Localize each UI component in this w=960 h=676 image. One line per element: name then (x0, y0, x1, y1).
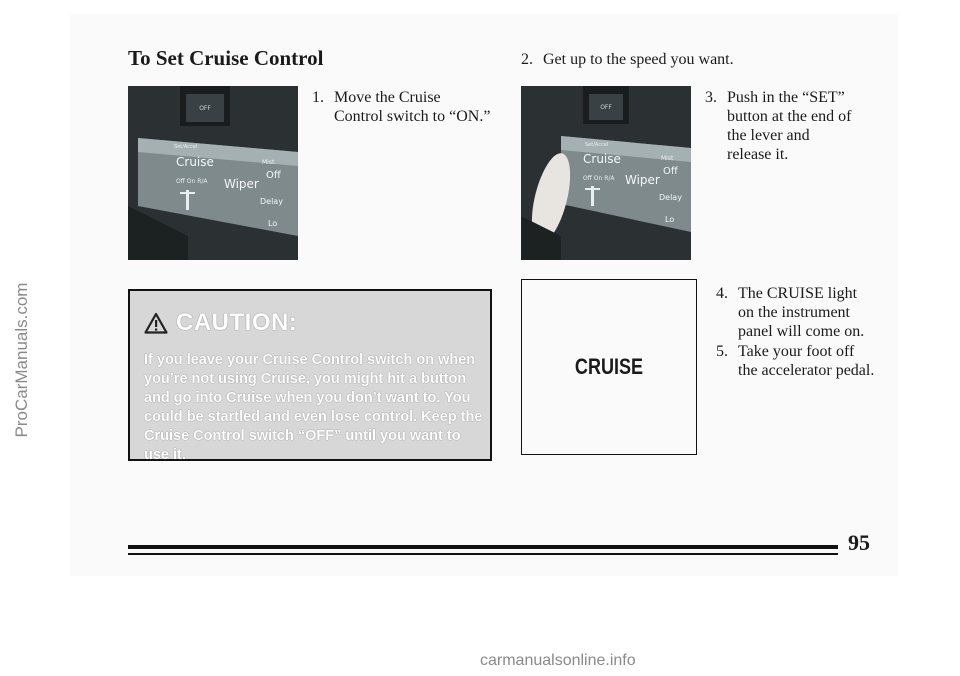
lever-cruise-label: Cruise (176, 155, 214, 169)
cruise-lever-photo-1 (128, 86, 298, 260)
step-3 (705, 88, 855, 164)
caution-heading-text: CAUTION: (176, 309, 298, 336)
step-3-text: Push in the “SET” button at the end of the lever and release it. (727, 89, 852, 163)
lever-delay-label: Delay (260, 197, 283, 206)
cruise-indicator-box (521, 279, 697, 455)
lever-set-label-2: Set/Accel (585, 142, 609, 148)
step-1 (312, 88, 492, 126)
lever-set-label: Set/Accel (174, 144, 198, 150)
lever-delay-label-2: Delay (659, 193, 682, 202)
footer-rule-thick (128, 545, 838, 549)
caution-box (128, 289, 492, 461)
cruise-indicator-label: CRUISE (574, 354, 644, 379)
bottom-watermark: carmanualsonline.info (480, 652, 636, 669)
footer-rule-thin (128, 553, 838, 555)
lever-knob-label: OFF (199, 105, 211, 112)
step-4-text: The CRUISE light on the instrument panel will come on. (738, 285, 865, 340)
step-4 (716, 284, 876, 341)
step-2-number: 2. (521, 51, 533, 68)
step-3-number: 3. (705, 89, 717, 106)
lever-knob-label-2: OFF (600, 104, 612, 111)
lever-switch-label-2: Off On R/A (583, 175, 615, 182)
cruise-lever-photo-2 (521, 86, 691, 260)
lever-mist-label-2: Mist (661, 155, 674, 162)
step-2 (521, 50, 841, 69)
step-4-number: 4. (716, 285, 728, 302)
lever-off-label: Off (266, 170, 281, 181)
lever-wiper-label: Wiper (224, 177, 259, 191)
caution-heading (144, 309, 297, 337)
side-watermark: ProCarManuals.com (12, 282, 31, 438)
step-1-number: 1. (312, 89, 324, 106)
lever-wiper-label-2: Wiper (625, 173, 660, 187)
page-number: 95 (848, 530, 870, 555)
warning-triangle-icon (144, 312, 168, 334)
step-2-text: Get up to the speed you want. (543, 51, 734, 68)
caution-body-text: If you leave your Cruise Control switch on when you’re not using Cruise, you might hit a button and go into Cruise when you don’t want to. You could be startled and even lose control. Keep the Cruise Control switch “OFF” until you want to use it. (144, 352, 483, 463)
lever-lo-label-2: Lo (665, 215, 675, 224)
step-5-number: 5. (716, 343, 728, 360)
lever-mist-label: Mist (262, 159, 275, 166)
step-1-text: Move the Cruise Control switch to “ON.” (334, 89, 491, 125)
lever-lo-label: Lo (268, 219, 278, 228)
step-5-text: Take your foot off the accelerator pedal. (738, 343, 875, 379)
lever-switch-label: Off On R/A (176, 178, 208, 185)
lever-cruise-label-2: Cruise (583, 152, 621, 166)
step-5 (716, 342, 876, 380)
section-title: To Set Cruise Control (128, 46, 324, 70)
lever-off-label-2: Off (663, 166, 678, 177)
